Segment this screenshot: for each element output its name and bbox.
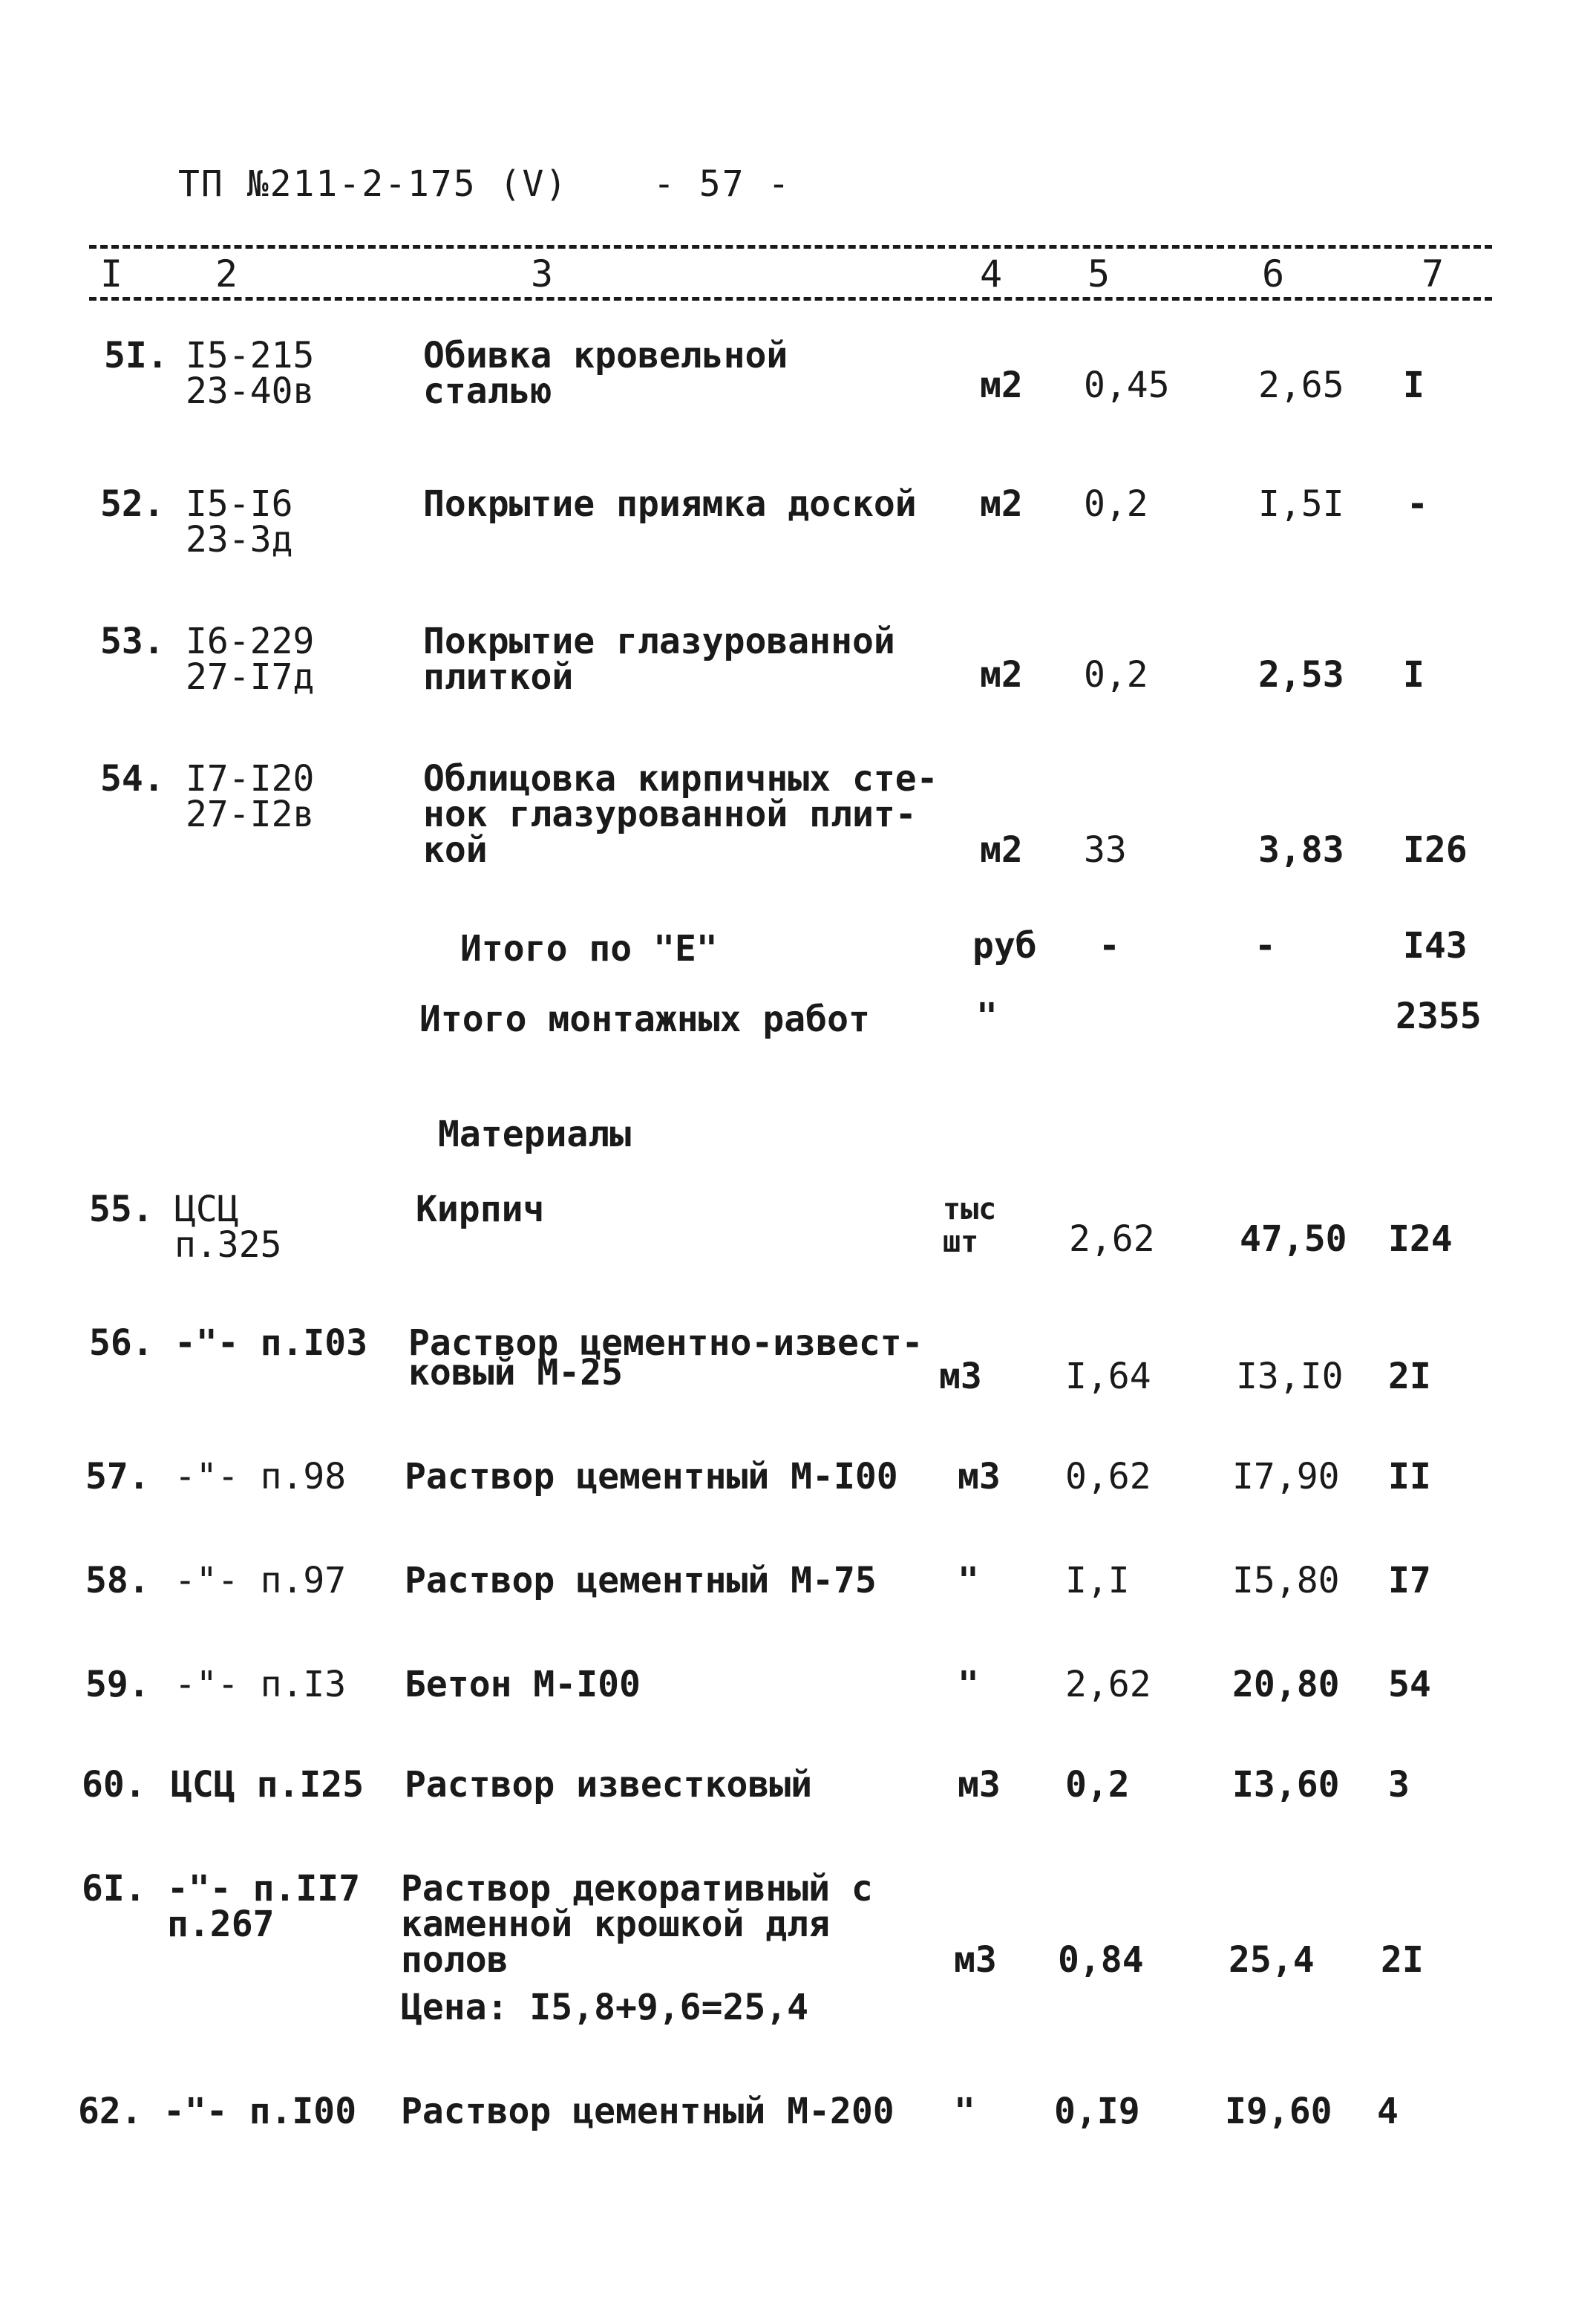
row-number: 59. xyxy=(85,1664,150,1705)
row-description-line3: кой xyxy=(423,829,488,871)
row-code: -"- п.97 xyxy=(174,1560,347,1601)
row-unit: м3 xyxy=(954,1939,997,1981)
row-description: Бетон М-I00 xyxy=(405,1664,641,1705)
row-total: 54 xyxy=(1388,1664,1431,1705)
column-header-7: 7 xyxy=(1422,252,1445,295)
row-description-line2: ковый М-25 xyxy=(408,1352,623,1394)
section-title-materials: Материалы xyxy=(438,1114,632,1155)
column-header-6: 6 xyxy=(1262,252,1285,295)
price-note: Цена: I5,8+9,6=25,4 xyxy=(401,1987,809,2028)
row-total: I xyxy=(1403,654,1425,696)
page-header xyxy=(178,163,791,205)
row-number: 58. xyxy=(85,1560,150,1601)
row-quantity: 2,62 xyxy=(1069,1218,1155,1260)
row-quantity: 0,84 xyxy=(1058,1939,1144,1981)
subtotal-mount-unit: " xyxy=(976,996,998,1037)
subtotal-e-total: I43 xyxy=(1403,925,1468,967)
row-price: I5,80 xyxy=(1232,1560,1340,1601)
column-header-3: 3 xyxy=(531,252,554,295)
row-description: Раствор цементный М-75 xyxy=(405,1560,877,1601)
column-header-2: 2 xyxy=(215,252,238,295)
row-description: Раствор декоративный с xyxy=(401,1868,873,1909)
row-code: I6-229 xyxy=(186,621,315,662)
row-description-line3: полов xyxy=(401,1939,508,1981)
header-divider-top xyxy=(89,245,1492,249)
row-unit: м3 xyxy=(958,1456,1001,1497)
row-code-sub: 27-I2в xyxy=(186,794,315,835)
page-number: - 57 - xyxy=(653,163,791,205)
row-unit: м2 xyxy=(980,365,1023,406)
row-quantity: 0,62 xyxy=(1065,1456,1151,1497)
row-number: 57. xyxy=(85,1456,150,1497)
row-description: Обивка кровельной xyxy=(423,335,788,376)
row-price: 47,50 xyxy=(1240,1218,1347,1260)
row-description: Раствор цементный М-I00 xyxy=(405,1456,898,1497)
row-code-sub: п.267 xyxy=(167,1904,275,1945)
row-description-line2: нок глазурованной плит- xyxy=(423,794,917,835)
row-code: I5-215 xyxy=(186,335,315,376)
doc-reference: ТП №211-2-175 (V) xyxy=(178,163,569,205)
row-quantity: 33 xyxy=(1084,829,1127,871)
row-unit: " xyxy=(958,1560,979,1601)
row-total: 4 xyxy=(1377,2091,1399,2132)
row-unit-sub: шт xyxy=(943,1225,979,1259)
row-total: 2I xyxy=(1381,1939,1424,1981)
subtotal-e-label: Итого по "Е" xyxy=(460,928,718,970)
row-description-line2: каменной крошкой для xyxy=(401,1904,830,1945)
row-number: 55. xyxy=(89,1189,154,1230)
header-divider-bottom xyxy=(89,297,1492,301)
row-price: 20,80 xyxy=(1232,1664,1340,1705)
row-quantity: 0,2 xyxy=(1084,483,1148,525)
row-number: 62. xyxy=(78,2091,143,2132)
column-header-1: I xyxy=(100,252,123,295)
row-quantity: I,I xyxy=(1065,1560,1130,1601)
row-price: 2,53 xyxy=(1258,654,1344,696)
row-description: Раствор цементный М-200 xyxy=(401,2091,895,2132)
row-description: Раствор известковый xyxy=(405,1764,813,1806)
row-price: 25,4 xyxy=(1229,1939,1315,1981)
row-code-sub: 23-3д xyxy=(186,519,293,561)
row-unit: " xyxy=(954,2091,975,2132)
row-quantity: I,64 xyxy=(1065,1356,1151,1397)
row-total: I7 xyxy=(1388,1560,1431,1601)
row-description: Покрытие глазурованной xyxy=(423,621,895,662)
row-unit: м3 xyxy=(939,1356,982,1397)
row-quantity: 0,I9 xyxy=(1054,2091,1140,2132)
row-quantity: 0,2 xyxy=(1084,654,1148,696)
row-unit: м2 xyxy=(980,654,1023,696)
row-code: I7-I20 xyxy=(186,758,315,800)
subtotal-e-unit: руб xyxy=(972,925,1037,967)
row-code: -"- п.I03 xyxy=(174,1322,368,1364)
row-number: 53. xyxy=(100,621,165,662)
row-total: I xyxy=(1403,365,1425,406)
row-quantity: 0,45 xyxy=(1084,365,1170,406)
row-price: I3,60 xyxy=(1232,1764,1340,1806)
row-code-sub: п.325 xyxy=(174,1224,282,1266)
row-price: 2,65 xyxy=(1258,365,1344,406)
row-code: -"- п.I00 xyxy=(163,2091,357,2132)
row-price: I7,90 xyxy=(1232,1456,1340,1497)
row-unit: " xyxy=(958,1664,979,1705)
row-description: Кирпич xyxy=(416,1189,545,1230)
row-number: 52. xyxy=(100,483,165,525)
row-unit: м2 xyxy=(980,483,1023,525)
row-quantity: 2,62 xyxy=(1065,1664,1151,1705)
row-price: I,5I xyxy=(1258,483,1344,525)
row-number: 5I. xyxy=(104,335,169,376)
row-number: 6I. xyxy=(82,1868,146,1909)
row-unit: м2 xyxy=(980,829,1023,871)
row-number: 54. xyxy=(100,758,165,800)
column-header-4: 4 xyxy=(980,252,1003,295)
row-description: Раствор цементно-извест- xyxy=(408,1322,923,1364)
row-code: -"- п.II7 xyxy=(167,1868,361,1909)
row-number: 56. xyxy=(89,1322,154,1364)
row-number: 60. xyxy=(82,1764,146,1806)
row-description: Покрытие приямка доской xyxy=(423,483,917,525)
row-total: 2I xyxy=(1388,1356,1431,1397)
row-code-sub: 27-I7д xyxy=(186,656,315,698)
row-total: II xyxy=(1388,1456,1431,1497)
row-price: I9,60 xyxy=(1225,2091,1332,2132)
row-description-line2: плиткой xyxy=(423,656,574,698)
row-total: 3 xyxy=(1388,1764,1410,1806)
row-total: - xyxy=(1407,483,1428,525)
row-description: Облицовка кирпичных сте- xyxy=(423,758,938,800)
subtotal-e-price: - xyxy=(1255,925,1276,967)
column-header-5: 5 xyxy=(1088,252,1111,295)
row-code: -"- п.98 xyxy=(174,1456,347,1497)
subtotal-mount-label: Итого монтажных работ xyxy=(419,999,870,1040)
row-total: I24 xyxy=(1388,1218,1453,1260)
row-price: 3,83 xyxy=(1258,829,1344,871)
subtotal-mount-total: 2355 xyxy=(1396,996,1482,1037)
row-code: ЦСЦ xyxy=(174,1189,239,1230)
row-price: I3,I0 xyxy=(1236,1356,1344,1397)
row-code: -"- п.I3 xyxy=(174,1664,347,1705)
row-description-line2: сталью xyxy=(423,370,552,412)
row-code: ЦСЦ п.I25 xyxy=(171,1764,364,1806)
subtotal-e-quantity: - xyxy=(1099,925,1120,967)
row-quantity: 0,2 xyxy=(1065,1764,1130,1806)
row-unit: м3 xyxy=(958,1764,1001,1806)
row-code: I5-I6 xyxy=(186,483,293,525)
row-unit: тыс xyxy=(943,1192,997,1226)
row-total: I26 xyxy=(1403,829,1468,871)
row-code-sub: 23-40в xyxy=(186,370,315,412)
